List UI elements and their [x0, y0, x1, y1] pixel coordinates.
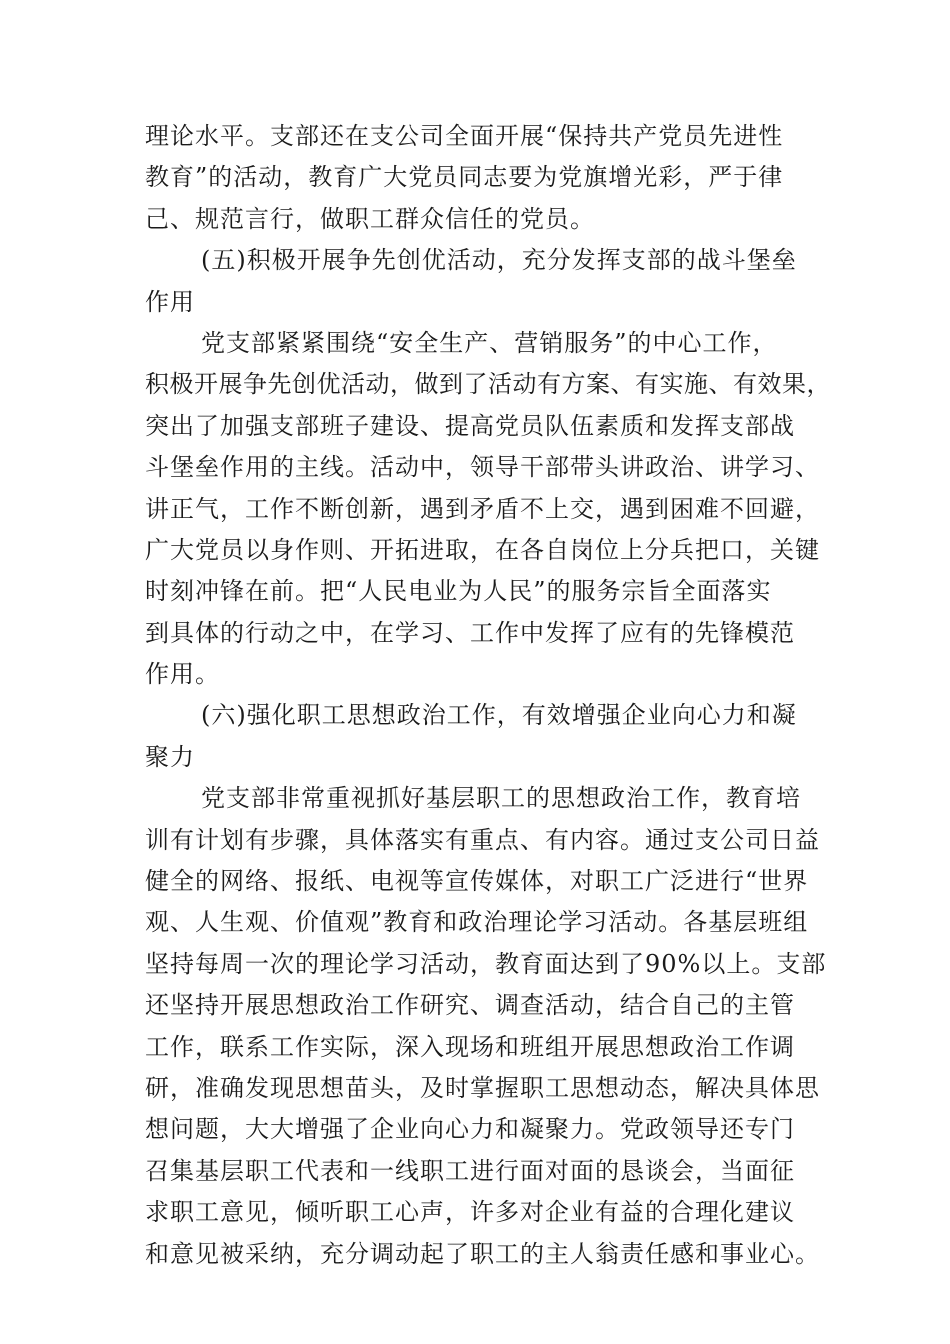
text-line: (六)强化职工思想政治工作，有效增强企业向心力和凝	[201, 701, 797, 730]
text-line: 想问题，大大增强了企业向心力和凝聚力。党政领导还专门	[145, 1115, 795, 1144]
text-line: 教育”的活动，教育广大党员同志要为党旗增光彩，严于律	[145, 163, 784, 192]
text-line: 己、规范言行，做职工群众信任的党员。	[145, 204, 595, 233]
text-line: 健全的网络、报纸、电视等宣传媒体，对职工广泛进行“世界	[145, 867, 809, 896]
text-line: 聚力	[145, 742, 195, 771]
text-line: 党支部紧紧围绕“安全生产、营销服务”的中心工作，	[201, 328, 778, 357]
text-line: (五)积极开展争先创优活动，充分发挥支部的战斗堡垒	[201, 246, 797, 275]
text-line: 和意见被采纳，充分调动起了职工的主人翁责任感和事业心。	[145, 1239, 820, 1268]
text-line: 坚持每周一次的理论学习活动，教育面达到了90%以上。支部	[145, 949, 827, 978]
text-line: 积极开展争先创优活动，做到了活动有方案、有实施、有效果，	[145, 370, 831, 399]
text-line: 工作，联系工作实际，深入现场和班组开展思想政治工作调	[145, 1032, 795, 1061]
text-line: 斗堡垒作用的主线。活动中，领导干部带头讲政治、讲学习、	[145, 453, 820, 482]
text-line: 召集基层职工代表和一线职工进行面对面的恳谈会，当面征	[145, 1156, 795, 1185]
text-line: 突出了加强支部班子建设、提高党员队伍素质和发挥支部战	[145, 411, 795, 440]
text-line: 求职工意见，倾听职工心声，许多对企业有益的合理化建议	[145, 1198, 795, 1227]
text-line: 还坚持开展思想政治工作研究、调查活动，结合自己的主管	[145, 991, 795, 1020]
text-line: 到具体的行动之中，在学习、工作中发挥了应有的先锋模范	[145, 618, 795, 647]
text-line: 作用	[145, 287, 195, 316]
text-line: 讲正气，工作不断创新，遇到矛盾不上交，遇到困难不回避，	[145, 494, 820, 523]
text-line: 理论水平。支部还在支公司全面开展“保持共产党员先进性	[145, 122, 784, 150]
text-line: 研，准确发现思想苗头，及时掌握职工思想动态，解决具体思	[145, 1073, 820, 1102]
text-line: 时刻冲锋在前。把“人民电业为人民”的服务宗旨全面落实	[145, 577, 772, 606]
text-line: 观、人生观、价值观”教育和政治理论学习活动。各基层班组	[145, 908, 809, 937]
text-line: 作用。	[145, 660, 220, 689]
document-body	[145, 116, 835, 1275]
text-line: 训有计划有步骤，具体落实有重点、有内容。通过支公司日益	[145, 825, 820, 854]
text-line: 广大党员以身作则、开拓进取，在各自岗位上分兵把口，关键	[145, 535, 820, 564]
text-line: 党支部非常重视抓好基层职工的思想政治工作，教育培	[201, 784, 801, 813]
